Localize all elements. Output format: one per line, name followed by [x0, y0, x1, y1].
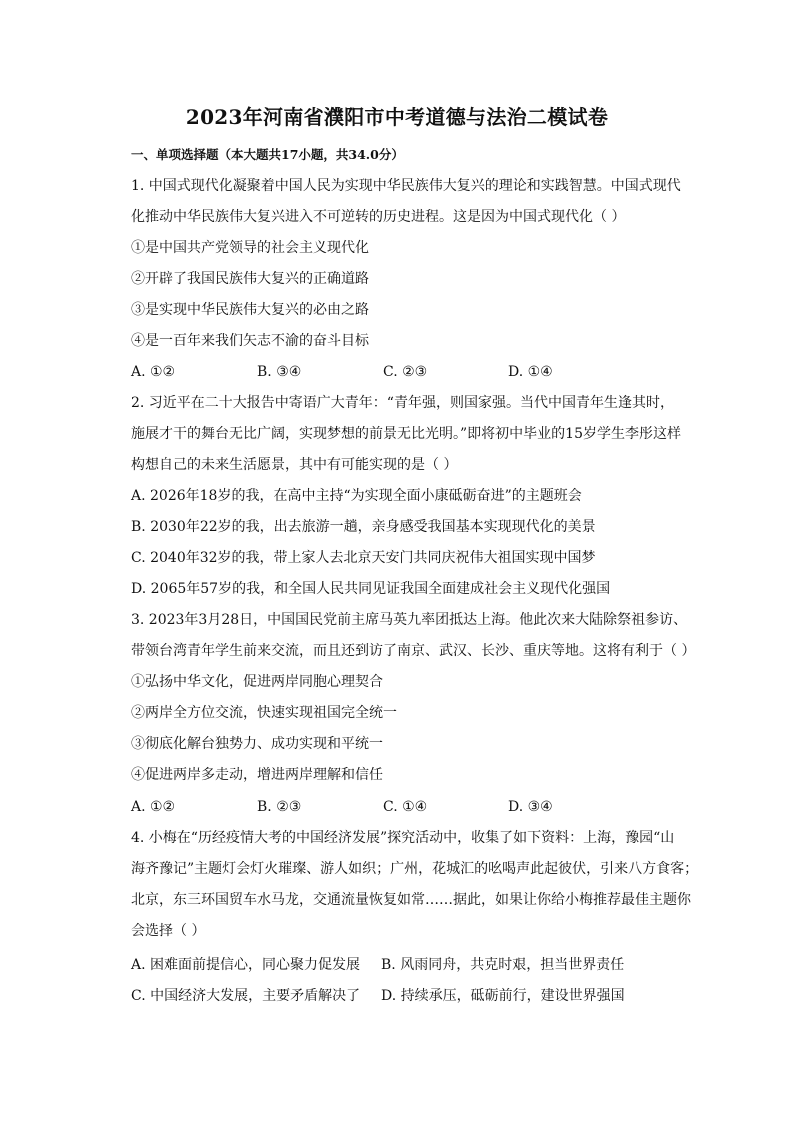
q3-option-b[interactable]: B. ②③: [257, 799, 302, 815]
q1-item-3: ③是实现中华民族伟大复兴的必由之路: [131, 302, 369, 318]
q4-stem-line-1: 4. 小梅在“历经疫情大考的中国经济发展”探究活动中，收集了如下资料：上海，豫园“山: [131, 830, 675, 846]
q2-stem-line-1: 2. 习近平在二十大报告中寄语广大青年：“青年强，则国家强。当代中国青年生逢其时，: [131, 395, 674, 411]
q4-stem-line-2: 海齐豫记”主题灯会灯火璀璨、游人如织；广州，花城汇的吆喝声此起彼伏，引来八方食客；: [131, 861, 699, 877]
q3-item-3: ③彻底化解台独势力、成功实现和平统一: [131, 736, 383, 752]
q1-item-2: ②开辟了我国民族伟大复兴的正确道路: [131, 271, 369, 287]
q3-option-c[interactable]: C. ①④: [383, 799, 428, 815]
q1-option-b[interactable]: B. ③④: [257, 364, 302, 380]
q3-option-a[interactable]: A. ①②: [131, 799, 176, 815]
q2-stem-line-2: 施展才干的舞台无比广阔，实现梦想的前景无比光明。”即将初中毕业的15岁学生李彤这样: [131, 426, 681, 442]
q3-item-2: ②两岸全方位交流，快速实现祖国完全统一: [131, 705, 397, 721]
q2-stem-line-3: 构想自己的未来生活愿景，其中有可能实现的是（ ）: [131, 457, 458, 473]
q2-option-c[interactable]: C. 2040年32岁的我，带上家人去北京天安门共同庆祝伟大祖国实现中国梦: [131, 550, 596, 566]
q1-option-c[interactable]: C. ②③: [383, 364, 428, 380]
q4-option-a[interactable]: A. 困难面前提信心，同心聚力促发展: [131, 957, 361, 973]
q3-stem-line-2: 带领台湾青年学生前来交流，而且还到访了南京、武汉、长沙、重庆等地。这将有利于（ ）: [131, 643, 696, 659]
q1-stem-line-1: 1. 中国式现代化凝聚着中国人民为实现中华民族伟大复兴的理论和实践智慧。中国式现代: [131, 178, 681, 194]
q3-item-1: ①弘扬中华文化，促进两岸同胞心理契合: [131, 674, 383, 690]
q2-option-d[interactable]: D. 2065年57岁的我，和全国人民共同见证我国全面建成社会主义现代化强国: [131, 581, 611, 597]
q3-item-4: ④促进两岸多走动，增进两岸理解和信任: [131, 767, 383, 783]
q4-option-c[interactable]: C. 中国经济大发展，主要矛盾解决了: [131, 988, 361, 1004]
page-title: 2023年河南省濮阳市中考道德与法治二模试卷: [185, 105, 609, 129]
q4-stem-line-4: 会选择（ ）: [131, 923, 206, 939]
section-heading: 一、单项选择题（本大题共17小题，共34.0分）: [131, 147, 404, 162]
q2-option-b[interactable]: B. 2030年22岁的我，出去旅游一趟，亲身感受我国基本实现现代化的美景: [131, 519, 596, 535]
q1-option-d[interactable]: D. ①④: [508, 364, 553, 380]
q4-option-d[interactable]: D. 持续承压，砥砺前行，建设世界强国: [381, 988, 625, 1004]
q1-item-1: ①是中国共产党领导的社会主义现代化: [131, 240, 369, 256]
q4-option-b[interactable]: B. 风雨同舟，共克时艰，担当世界责任: [381, 957, 625, 973]
q1-item-4: ④是一百年来我们矢志不渝的奋斗目标: [131, 333, 369, 349]
q3-option-d[interactable]: D. ③④: [508, 799, 553, 815]
q3-stem-line-1: 3. 2023年3月28日，中国国民党前主席马英九率团抵达上海。他此次来大陆除祭祖参访、: [131, 612, 688, 628]
q4-stem-line-3: 北京，东三环国贸车水马龙，交通流量恢复如常……据此，如果让你给小梅推荐最佳主题你: [131, 892, 691, 908]
q1-option-a[interactable]: A. ①②: [131, 364, 176, 380]
q1-stem-line-2: 化推动中华民族伟大复兴进入不可逆转的历史进程。这是因为中国式现代化（ ）: [131, 209, 626, 225]
q2-option-a[interactable]: A. 2026年18岁的我，在高中主持“为实现全面小康砥砺奋进”的主题班会: [131, 488, 582, 504]
